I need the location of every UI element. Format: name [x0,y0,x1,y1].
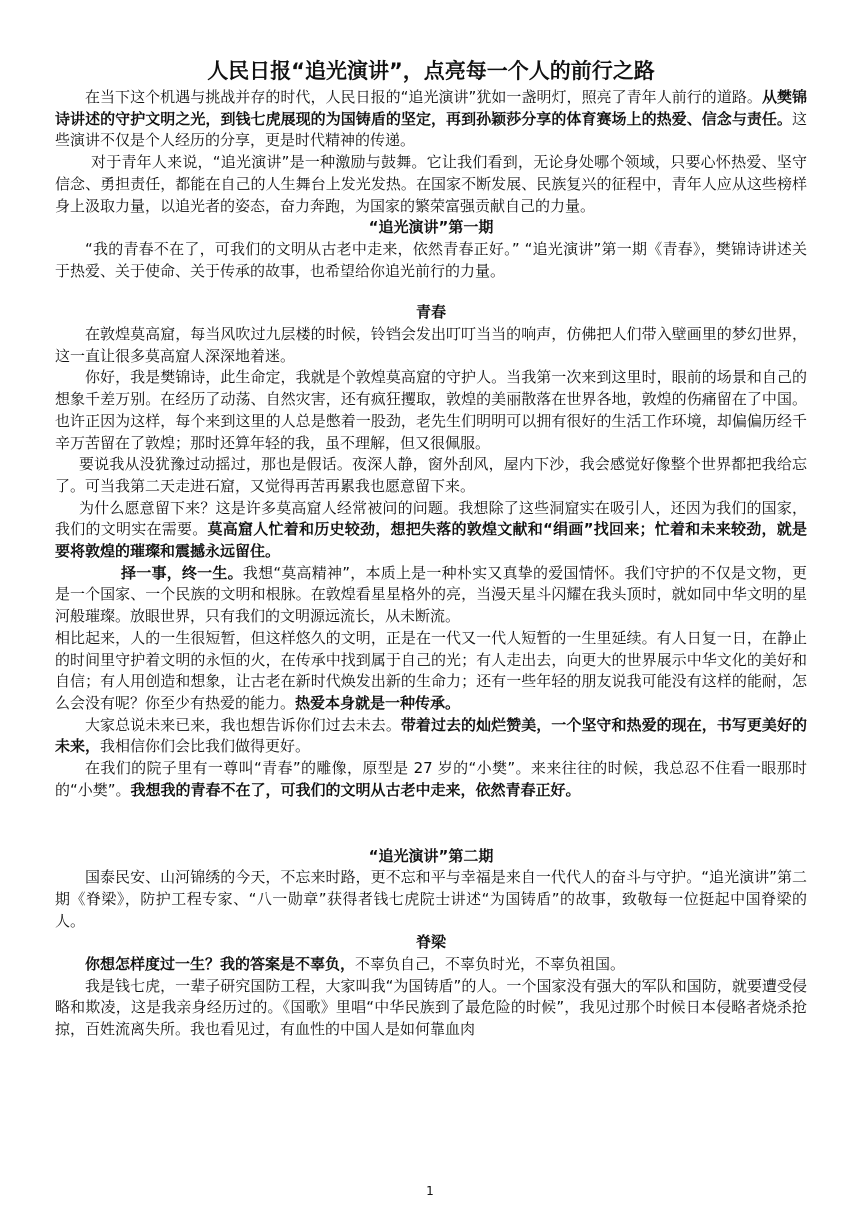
episode1-paragraph-3: 要说我从没犹豫过动摇过，那也是假话。夜深人静，窗外刮风，屋内下沙，我会感觉好像整个世界都把我给忘了。可当我第二天走进石窟，又觉得再苦再累我也愿意留下来。 [55,455,807,495]
episode1-paragraph-2: 你好，我是樊锦诗，此生命定，我就是个敦煌莫高窟的守护人。当我第一次来到这里时，眼前的场景和自己的想象千差万别。在经历了动荡、自然灾害，还有疯狂攫取，敦煌的美丽散落在世界各地，敦煌的伤痛留在了中国。也许正因为这样，每个来到这里的人总是憋着一股劲，老先生们明明可以拥有很好的生活工作环境，却偏偏历经千辛万苦留在了敦煌；那时还算年轻的我，虽不理解，但又很佩服。 [55,368,807,452]
episode1-heading: “追光演讲”第一期 [368,218,494,237]
episode2-summary: 国泰民安、山河锦绣的今天，不忘来时路，更不忘和平与幸福是来自一代代人的奋斗与守护。“追光演讲”第二期《脊梁》，防护工程专家、“八一勋章”获得者钱七虎院士讲述“为国铸盾”的故事，致敬每一位挺起中国脊梁的人。 [55,868,807,930]
episode1-paragraph-5: 择一事，终一生。我想“莫高精神”，本质上是一种朴实又真挚的爱国情怀。我们守护的不仅是文物，更是一个国家、一个民族的文明和根脉。在敦煌看星星格外的亮，当漫天星斗闪耀在我头顶时，就如同中华文明的星河般璀璨。放眼世界，只有我们的文明源远流长，从未断流。 [55,563,807,626]
intro-paragraph-1: 在当下这个机遇与挑战并存的时代，人民日报的“追光演讲”犹如一盏明灯，照亮了青年人前行的道路。从樊锦诗讲述的守护文明之光，到钱七虎展现的为国铸盾的坚定，再到孙颖莎分享的体育赛场上的热爱、信念与责任。这些演讲不仅是个人经历的分享，更是时代精神的传递。 [55,88,807,150]
episode1-paragraph-8: 在我们的院子里有一尊叫“青春”的雕像，原型是 27 岁的“小樊”。来来往往的时候，我总忍不住看一眼那时的“小樊”。我想我的青春不在了，可我们的文明从古老中走来，依然青春正好。 [55,759,807,799]
episode1-paragraph-6: 相比起来，人的一生很短暂，但这样悠久的文明，正是在一代又一代人短暂的一生里延续。有人日复一日，在静止的时间里守护着文明的永恒的火，在传承中找到属于自己的光；有人走出去，向更大的世界展示中华文化的美好和自信；有人用创造和想象，让古老在新时代焕发出新的生命力；还有一些年轻的朋友说我可能没有这样的能耐，怎么会没有呢？你至少有热爱的能力。热爱本身就是一种传承。 [55,628,807,712]
episode2-paragraph-1: 你想怎样度过一生？我的答案是不辜负，不辜负自己，不辜负时光，不辜负祖国。 [85,955,626,974]
intro-paragraph-2: 对于青年人来说，“追光演讲”是一种激励与鼓舞。它让我们看到，无论身处哪个领域，只要心怀热爱、坚守信念、勇担责任，都能在自己的人生舞台上发光发热。在国家不断发展、民族复兴的征程中，青年人应从这些榜样身上汲取力量，以追光者的姿态，奋力奔跑，为国家的繁荣富强贡献自己的力量。 [55,153,808,215]
episode2-paragraph-2: 我是钱七虎，一辈子研究国防工程，大家叫我“为国铸盾”的人。一个国家没有强大的军队和国防，就要遭受侵略和欺凌，这是我亲身经历过的。《国歌》里唱“中华民族到了最危险的时候”，我见过那个时候日本侵略者烧杀抢掠，百姓流离失所。我也看见过，有血性的中国人是如何靠血肉 [55,976,807,1039]
episode1-subtitle: 青春 [415,303,446,322]
episode1-paragraph-1: 在敦煌莫高窟，每当风吹过九层楼的时候，铃铛会发出叮叮当当的响声，仿佛把人们带入壁画里的梦幻世界，这一直让很多莫高窟人深深地着迷。 [55,325,807,365]
episode2-subtitle: 脊梁 [415,933,446,952]
episode2-heading: “追光演讲”第二期 [368,846,494,865]
page-number: 1 [426,1184,434,1198]
document-title: 人民日报“追光演讲”，点亮每一个人的前行之路 [207,59,655,83]
episode1-paragraph-7: 大家总说未来已来，我也想告诉你们过去未去。带着过去的灿烂赞美，一个坚守和热爱的现在，书写更美好的未来，我相信你们会比我们做得更好。 [55,715,807,756]
document-page [55,55,807,1041]
episode1-summary: “我的青春不在了，可我们的文明从古老中走来，依然青春正好。” “追光演讲”第一期《青春》，樊锦诗讲述关于热爱、关于使命、关于传承的故事，也希望给你追光前行的力量。 [55,239,807,280]
episode1-paragraph-4: 为什么愿意留下来？这是许多莫高窟人经常被问的问题。我想除了这些洞窟实在吸引人，还因为我们的国家，我们的文明实在需要。莫高窟人忙着和历史较劲，想把失落的敦煌文献和“绢画”找回来；忙着和未来较劲，就是要将敦煌的璀璨和震撼永远留住。 [55,498,807,561]
